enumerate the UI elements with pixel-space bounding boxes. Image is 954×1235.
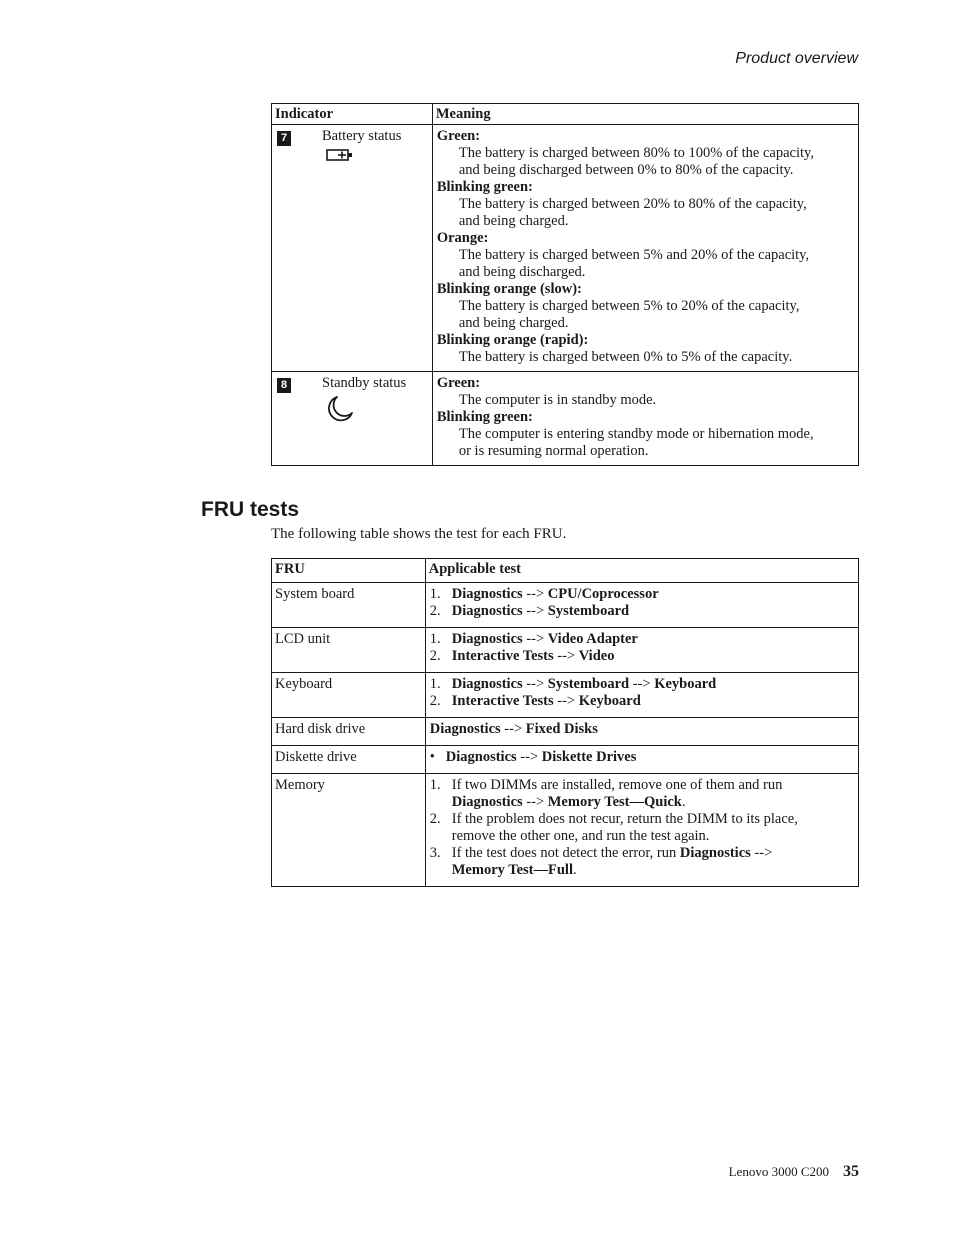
state-label: Blinking green: bbox=[436, 179, 533, 195]
menu-term: Video bbox=[578, 648, 615, 664]
test-step bbox=[430, 845, 855, 879]
indicator-table bbox=[271, 103, 859, 466]
table-row bbox=[272, 372, 859, 466]
section-intro: The following table shows the test for each FRU. bbox=[271, 526, 567, 542]
state-line: The computer is in standby mode. bbox=[458, 392, 657, 408]
crescent-moon-icon bbox=[326, 395, 354, 423]
table-row bbox=[272, 746, 859, 774]
step-text: If the problem does not recur, return the DIMM to its place, bbox=[451, 811, 798, 827]
state-description bbox=[437, 247, 854, 281]
indicator-cell-standby bbox=[272, 372, 433, 466]
state-label: Green: bbox=[436, 375, 481, 391]
step-number: 1. bbox=[429, 586, 441, 602]
fru-test-cell bbox=[425, 673, 858, 718]
running-header: Product overview bbox=[735, 50, 858, 67]
step-number: 2. bbox=[429, 648, 441, 664]
fru-name: Memory bbox=[272, 774, 426, 887]
page-footer bbox=[729, 1163, 859, 1180]
col-header-meaning: Meaning bbox=[432, 104, 858, 125]
menu-term: Memory Test—Quick bbox=[547, 794, 682, 810]
menu-term: Keyboard bbox=[654, 676, 717, 692]
test-step bbox=[430, 631, 855, 648]
test-step bbox=[430, 777, 855, 811]
period: . bbox=[572, 862, 577, 878]
indicator-table-header bbox=[272, 104, 859, 125]
state-label: Green: bbox=[436, 128, 481, 144]
menu-term: Diagnostics bbox=[451, 676, 523, 692]
fru-table-header bbox=[272, 559, 859, 583]
state-label: Orange: bbox=[436, 230, 489, 246]
section-title: FRU tests bbox=[201, 498, 300, 521]
arrow: --> bbox=[504, 721, 523, 737]
battery-charging-icon bbox=[326, 148, 354, 162]
arrow: --> bbox=[754, 845, 773, 861]
page-number: 35 bbox=[843, 1163, 859, 1180]
bullet: • bbox=[429, 749, 435, 765]
menu-term: Diskette Drives bbox=[541, 749, 637, 765]
state-description bbox=[437, 392, 854, 409]
state-line: and being discharged. bbox=[458, 264, 586, 280]
period: . bbox=[681, 794, 686, 810]
table-row bbox=[272, 583, 859, 628]
menu-term: Diagnostics bbox=[679, 845, 751, 861]
step-text: If two DIMMs are installed, remove one of them and run bbox=[451, 777, 783, 793]
state-line: and being charged. bbox=[458, 315, 569, 331]
test-steps bbox=[430, 676, 855, 710]
test-step bbox=[430, 811, 855, 845]
arrow: --> bbox=[632, 676, 651, 692]
table-row bbox=[272, 774, 859, 887]
indicator-name: Battery status bbox=[322, 128, 402, 144]
arrow: --> bbox=[526, 794, 545, 810]
test-steps bbox=[430, 586, 855, 620]
step-number: 1. bbox=[429, 631, 441, 647]
fru-name: System board bbox=[272, 583, 426, 628]
arrow: --> bbox=[526, 586, 545, 602]
step-text: If the test does not detect the error, run bbox=[451, 845, 677, 861]
step-number: 1. bbox=[429, 676, 441, 692]
table-row bbox=[272, 628, 859, 673]
arrow: --> bbox=[557, 648, 576, 664]
step-number: 3. bbox=[429, 845, 441, 861]
state-line: The battery is charged between 20% to 80% of the capacity, bbox=[458, 196, 807, 212]
arrow: --> bbox=[526, 676, 545, 692]
state-description bbox=[437, 298, 854, 332]
fru-test-cell bbox=[425, 628, 858, 673]
state-label: Blinking green: bbox=[436, 409, 533, 425]
arrow: --> bbox=[526, 603, 545, 619]
menu-term: Video Adapter bbox=[547, 631, 638, 647]
arrow: --> bbox=[526, 631, 545, 647]
fru-name: Hard disk drive bbox=[272, 718, 426, 746]
step-number: 2. bbox=[429, 603, 441, 619]
fru-test-cell bbox=[425, 746, 858, 774]
menu-term: Fixed Disks bbox=[525, 721, 598, 737]
menu-term: Systemboard bbox=[547, 676, 630, 692]
state-line: The battery is charged between 80% to 100% of the capacity, bbox=[458, 145, 814, 161]
fru-test-cell bbox=[425, 774, 858, 887]
state-description bbox=[437, 196, 854, 230]
state-description bbox=[437, 349, 854, 366]
step-text: remove the other one, and run the test again. bbox=[451, 828, 710, 844]
test-steps bbox=[430, 777, 855, 879]
state-description bbox=[437, 145, 854, 179]
state-line: and being discharged between 0% to 80% of the capacity. bbox=[458, 162, 794, 178]
menu-term: Interactive Tests bbox=[451, 648, 554, 664]
menu-term: Keyboard bbox=[578, 693, 641, 709]
test-step bbox=[430, 693, 855, 710]
menu-term: Diagnostics bbox=[451, 586, 523, 602]
menu-term: Diagnostics bbox=[451, 631, 523, 647]
table-row bbox=[272, 718, 859, 746]
col-header-fru: FRU bbox=[272, 559, 426, 583]
fru-name: Diskette drive bbox=[272, 746, 426, 774]
test-step bbox=[430, 586, 855, 603]
table-row bbox=[272, 125, 859, 372]
state-line: The battery is charged between 0% to 5% of the capacity. bbox=[458, 349, 793, 365]
state-label: Blinking orange (slow): bbox=[436, 281, 582, 297]
fru-name: Keyboard bbox=[272, 673, 426, 718]
menu-term: Diagnostics bbox=[451, 794, 523, 810]
fru-name: LCD unit bbox=[272, 628, 426, 673]
test-steps bbox=[430, 631, 855, 665]
col-header-indicator: Indicator bbox=[272, 104, 433, 125]
menu-term: CPU/Coprocessor bbox=[547, 586, 659, 602]
fru-table bbox=[271, 558, 859, 887]
indicator-name: Standby status bbox=[322, 375, 407, 391]
indicator-number-badge: 7 bbox=[277, 131, 291, 146]
step-number: 1. bbox=[429, 777, 441, 793]
state-line: The computer is entering standby mode or hibernation mode, bbox=[458, 426, 814, 442]
indicator-cell-battery bbox=[272, 125, 433, 372]
menu-term: Diagnostics bbox=[429, 721, 501, 737]
fru-test-cell bbox=[425, 718, 858, 746]
indicator-number-badge: 8 bbox=[277, 378, 291, 393]
test-bullet bbox=[430, 749, 855, 766]
menu-term: Memory Test—Full bbox=[451, 862, 573, 878]
menu-term: Systemboard bbox=[547, 603, 630, 619]
state-description bbox=[437, 426, 854, 460]
test-step bbox=[430, 676, 855, 693]
table-row bbox=[272, 673, 859, 718]
step-number: 2. bbox=[429, 693, 441, 709]
footer-product: Lenovo 3000 C200 bbox=[728, 1164, 829, 1179]
meaning-cell-battery bbox=[432, 125, 858, 372]
step-number: 2. bbox=[429, 811, 441, 827]
state-line: The battery is charged between 5% to 20% of the capacity, bbox=[458, 298, 800, 314]
meaning-cell-standby bbox=[432, 372, 858, 466]
menu-term: Diagnostics bbox=[445, 749, 517, 765]
arrow: --> bbox=[557, 693, 576, 709]
col-header-test: Applicable test bbox=[425, 559, 858, 583]
arrow: --> bbox=[520, 749, 539, 765]
state-line: or is resuming normal operation. bbox=[458, 443, 649, 459]
state-line: and being charged. bbox=[458, 213, 569, 229]
menu-term: Diagnostics bbox=[451, 603, 523, 619]
fru-test-cell bbox=[425, 583, 858, 628]
state-line: The battery is charged between 5% and 20% of the capacity, bbox=[458, 247, 810, 263]
state-label: Blinking orange (rapid): bbox=[436, 332, 589, 348]
test-step bbox=[430, 648, 855, 665]
menu-term: Interactive Tests bbox=[451, 693, 554, 709]
test-step bbox=[430, 603, 855, 620]
